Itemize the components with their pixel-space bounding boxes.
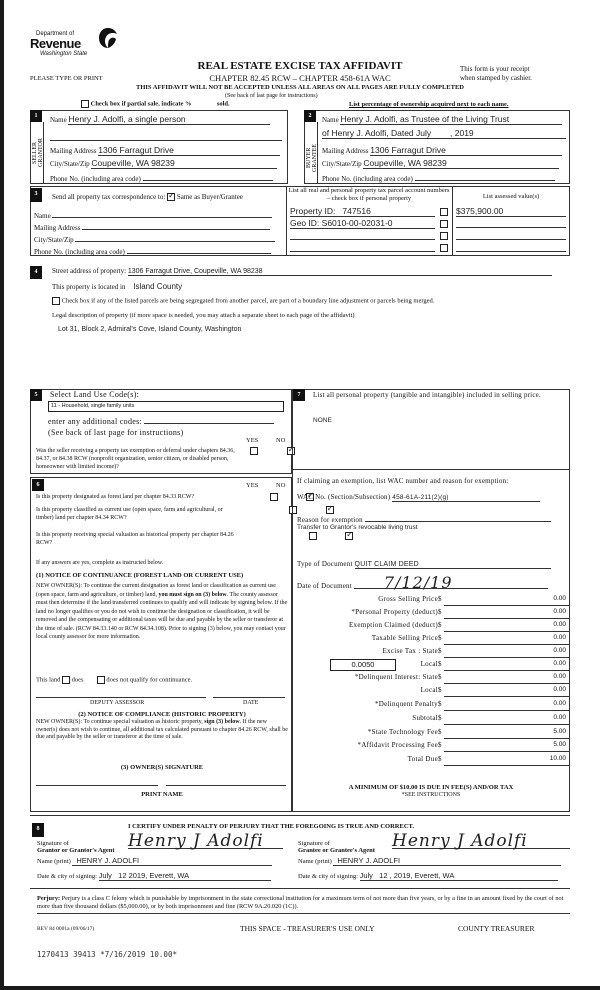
- grantee-signature[interactable]: Henry J Adolfi: [392, 831, 570, 849]
- form-subtitle: CHAPTER 82.45 RCW – CHAPTER 458-61A WAC: [209, 73, 391, 83]
- ownership-note: List percentage of ownership acquired next to each name.: [349, 101, 509, 108]
- yes-header-6: YES: [246, 482, 259, 489]
- grantor-print-name-row: Name (print) HENRY J. ADOLFI: [37, 856, 272, 866]
- assessor-date-line[interactable]: [213, 697, 285, 698]
- segregated-checkbox[interactable]: [52, 297, 60, 305]
- buyer-name-row: [322, 114, 566, 125]
- grantor-date-row: Date & city of signing: July 12 2019, Everett, WA: [37, 871, 271, 881]
- logo-line1: Department of: [36, 31, 75, 37]
- buyer-name-label: Name: [322, 116, 339, 124]
- personal-property-checkbox[interactable]: [440, 232, 448, 240]
- section-number-6: 6: [32, 479, 44, 491]
- logo-line2: Revenue: [30, 36, 81, 51]
- seller-phone-field[interactable]: [143, 173, 273, 181]
- segregated-label: Check box if any of the listed parcels are being segregated from another parcel, are part of a boundary line adjustment or parcels being merged.: [61, 297, 435, 305]
- partial-sale-sold: sold.: [216, 100, 230, 108]
- section-number-3: 3: [30, 188, 42, 202]
- assessed-value-field[interactable]: [456, 218, 566, 228]
- seller-mailing-label: Mailing Address: [50, 147, 97, 155]
- parcel-row-4: [290, 242, 450, 254]
- please-type-note: PLEASE TYPE OR PRINT: [30, 75, 103, 82]
- subtotal-value[interactable]: 0.00: [553, 714, 566, 721]
- exemption-claimed-value[interactable]: 0.00: [553, 621, 566, 628]
- does-not-qualify-checkbox[interactable]: [97, 676, 105, 684]
- delinquent-interest-local-value[interactable]: 0.00: [553, 686, 566, 693]
- county-treasurer-label: COUNTY TREASURER: [458, 924, 535, 933]
- grantee-signature-label: Signature of Grantee or Grantee's Agent: [298, 840, 375, 854]
- doc-date-row: [297, 573, 548, 592]
- grantee-print-name-field[interactable]: HENRY J. ADOLFI: [333, 856, 561, 866]
- buyer-phone-field[interactable]: [415, 173, 555, 181]
- print-name-label: PRINT NAME: [141, 791, 183, 798]
- doc-date-field[interactable]: 7/12/19: [354, 577, 548, 589]
- grantor-date-city-field[interactable]: July 12 2019, Everett, WA: [99, 871, 271, 881]
- if-yes-note: If any answers are yes, complete as instructed below.: [36, 560, 164, 566]
- exemption-claim-label: If claiming an exemption, list WAC number and reason for exemption:: [297, 477, 509, 485]
- assessor-date-label: DATE: [243, 700, 259, 706]
- receipt-note-2: when stamped by cashier.: [460, 74, 532, 82]
- seller-name-field-2[interactable]: [50, 140, 282, 141]
- notice-continuance-text: NEW OWNER(S): To continue the current designation as forest land or classification as current use (open space, farm and agriculture, or timber) land, you must sign on (3) below. The county assessor must then determine if the land transferred continues to qualify and will indicate by signing below. If the land no longer qualifies or you do not wish to continue the designation or classification, it will be removed and the compensating or additional taxes will be due and payable by the seller or transferor at the time of sale. (RCW 84.33.140 or RCW 84.34.108). Prior to signing (3) below, you may contact your local county assessor for more information.: [36, 583, 288, 640]
- section-6-designation: [30, 477, 292, 812]
- seller-mailing-field[interactable]: 1306 Farragut Drive: [98, 145, 280, 156]
- seller-name-field[interactable]: Henry J. Adolfi, a single person: [68, 114, 270, 125]
- section-number-4: 4: [30, 266, 42, 279]
- buyer-phone-label: Phone No. (including area code): [322, 175, 413, 183]
- corr-name-row: Name: [34, 210, 280, 220]
- personal-property-label: List all personal property (tangible and intangible) included in selling price.: [313, 391, 541, 399]
- personal-property-checkbox[interactable]: [440, 220, 448, 228]
- owner-signature-title: (3) OWNER(S) SIGNATURE: [120, 764, 204, 771]
- forest-land-yes-checkbox[interactable]: [270, 493, 278, 501]
- forest-land-question: Is this property designated as forest land per chapter 84.33 RCW?: [36, 494, 195, 500]
- corr-name-field[interactable]: [52, 210, 272, 218]
- segregated-row: [52, 297, 434, 305]
- excise-tax-local-value[interactable]: 0.00: [553, 660, 566, 667]
- receipt-note-1: This form is your receipt: [460, 65, 530, 73]
- excise-tax-state-value[interactable]: 0.00: [553, 647, 566, 654]
- continuance-qualify-row: This land does does not qualify for continuance.: [36, 676, 193, 684]
- owner-print-name-line[interactable]: [166, 785, 286, 786]
- wac-row: [297, 493, 540, 502]
- assessed-value-field[interactable]: [456, 230, 566, 240]
- parcel-row-2: [290, 218, 450, 230]
- buyer-city-field[interactable]: Coupeville, WA 98239: [363, 158, 559, 169]
- deputy-assessor-label: DEPUTY ASSESSOR: [90, 700, 145, 706]
- treasurer-use-label: THIS SPACE - TREASURER'S USE ONLY: [240, 924, 375, 933]
- amount-row-exemption-claimed: Exemption Claimed (deduct) $ 0.00: [300, 621, 570, 633]
- section-number-7: 7: [293, 389, 305, 401]
- completeness-warning: THIS AFFIDAVIT WILL NOT BE ACCEPTED UNLESS ALL AREAS ON ALL PAGES ARE FULLY COMPLETED: [136, 84, 464, 91]
- amount-row-total-due: Total Due $ 10.00: [300, 755, 570, 767]
- partial-sale-row: [81, 100, 230, 108]
- seller-phone-row: [50, 173, 282, 183]
- section-number-1: 1: [30, 110, 42, 122]
- parcel-account-field[interactable]: [290, 230, 435, 240]
- corr-city-field[interactable]: [75, 234, 275, 242]
- amount-row-subtotal: Subtotal $ 0.00: [300, 714, 570, 726]
- amount-row-taxable-selling-price: Taxable Selling Price $ 0.00: [300, 634, 570, 646]
- seller-city-label: City/State/Zip: [50, 160, 90, 168]
- seller-name-row: [50, 114, 282, 125]
- partial-sale-label: Check box if partial sale, indicate %: [90, 100, 192, 108]
- section-7-divider: [292, 469, 570, 470]
- amount-row-affidavit-processing-fee: *Affidavit Processing Fee $ 5.00: [300, 741, 570, 753]
- delinquent-interest-state-value[interactable]: 0.00: [553, 673, 566, 680]
- amount-row-delinquent-interest-local: Local $ 0.00: [300, 686, 570, 698]
- located-in-label: This property is located in: [52, 283, 126, 291]
- grantor-print-name-field[interactable]: HENRY J. ADOLFI: [72, 856, 272, 866]
- buyer-name-field-2[interactable]: of Henry J. Adolfi, Dated July , 2019: [322, 128, 566, 139]
- reason-field[interactable]: [365, 514, 551, 522]
- wac-label: WAC No. (Section/Subsection): [297, 493, 391, 501]
- parcel-row-3: [290, 230, 450, 242]
- county-value[interactable]: Island County: [133, 282, 183, 291]
- historical-question: Is this property receiving special valuation as historical property per chapter 84.26 RCW?: [36, 532, 234, 546]
- amount-row-excise-local: Local $ 0.00: [300, 660, 570, 672]
- taxable-selling-price-value[interactable]: 0.00: [553, 634, 566, 641]
- state-technology-fee-value[interactable]: 5.00: [553, 728, 566, 735]
- grantee-date-row: Date & city of signing: July 12 , 2019, Everett, WA: [298, 871, 558, 881]
- dor-swirl-logo-icon: [98, 27, 118, 49]
- parcels-header: List all real and personal property tax parcel account numbers – check box if personal property: [288, 187, 450, 202]
- parcel-account-field[interactable]: Geo ID: S6010-00-02031-0: [290, 218, 435, 229]
- same-as-buyer-label: Same as Buyer/Grantee: [176, 193, 243, 201]
- corr-mailing-row: Mailing Address: [34, 222, 280, 232]
- cashier-stamp: 1270413 39413 *7/16/2019 10.00*: [37, 950, 177, 959]
- seller-mailing-row: [50, 145, 282, 156]
- form-revision-id: REV 84 0001a (09/06/17): [37, 926, 95, 932]
- amount-row-personal-property: *Personal Property (deduct) $ 0.00: [300, 608, 570, 620]
- gross-selling-price-value[interactable]: 0.00: [553, 595, 566, 602]
- land-use-select[interactable]: 11 - Household, single family units: [48, 401, 284, 412]
- parcel-row-1: [290, 206, 450, 218]
- minimum-due-note: A MINIMUM OF $10.00 IS DUE IN FEE(S) AND/OR TAX: [348, 784, 514, 791]
- corr-phone-row: Phone No. (including area code): [34, 246, 280, 256]
- buyer-name-row-2: [322, 128, 566, 139]
- seller-city-field[interactable]: Coupeville, WA 98239: [91, 158, 277, 169]
- parcel-account-field[interactable]: [290, 242, 435, 252]
- personal-property-deduct-value[interactable]: 0.00: [553, 608, 566, 615]
- seller-side-label: SELLER GRANTOR: [32, 138, 44, 168]
- reason-label: Reason for exemption: [297, 516, 363, 524]
- notice-compliance-text: NEW OWNER(S): To continue special valuation as historic property, sign (3) below. If the new owner(s) does not wish to continue, all additional tax calculated pursuant to chapter 84.26 RCW, shall be due and payable by the seller or transferor at the time of sale.: [36, 719, 288, 740]
- wac-field[interactable]: 458-61A-211(2)(g): [392, 494, 540, 502]
- doc-date-label: Date of Document: [297, 582, 352, 590]
- does-qualify-checkbox[interactable]: [62, 676, 70, 684]
- certify-statement: I CERTIFY UNDER PENALTY OF PERJURY THAT THE FOREGOING IS TRUE AND CORRECT.: [128, 823, 415, 830]
- grantor-signature[interactable]: Henry J Adolfi: [128, 831, 283, 849]
- doc-type-row: [297, 560, 551, 569]
- buyer-mailing-field[interactable]: 1306 Farragut Drive: [370, 145, 562, 156]
- additional-codes-row: [48, 415, 274, 426]
- exemption-yes-checkbox[interactable]: [250, 447, 258, 455]
- amount-row-state-technology-fee: *State Technology Fee $ 5.00: [300, 728, 570, 740]
- section-number-5: 5: [30, 389, 42, 401]
- form-title: REAL ESTATE EXCISE TAX AFFIDAVIT: [197, 60, 403, 72]
- scan-edge-bottom: [0, 986, 600, 990]
- amount-row-delinquent-penalty: *Delinquent Penalty $ 0.00: [300, 700, 570, 712]
- grantee-date-city-field[interactable]: July 12 , 2019, Everett, WA: [360, 871, 558, 881]
- seller-phone-label: Phone No. (including area code): [50, 175, 141, 183]
- buyer-city-label: City/State/Zip: [322, 160, 362, 168]
- notice-compliance-title: (2) NOTICE OF COMPLIANCE (HISTORIC PROPERTY): [78, 711, 246, 718]
- section-number-2: 2: [304, 110, 316, 122]
- local-rate-box[interactable]: 0.0050: [330, 659, 396, 671]
- grantee-print-name-row: Name (print) HENRY J. ADOLFI: [298, 856, 561, 866]
- corr-phone-field[interactable]: [127, 246, 271, 254]
- personal-property-checkbox[interactable]: [440, 208, 448, 216]
- see-back-5: (See back of last page for instructions): [48, 428, 184, 437]
- additional-codes-field[interactable]: [144, 415, 274, 424]
- additional-codes-label: enter any additional codes:: [48, 417, 143, 426]
- exemption-question: Was the seller receiving a property tax exemption or deferral under chapters 84.36, 84.37, or 84.38 RCW (nonprofit organization, senior citizen, or disabled person, homeowner with limited income)?: [36, 448, 235, 470]
- buyer-city-row: [322, 158, 566, 169]
- same-as-buyer-checkbox[interactable]: [167, 193, 175, 201]
- perjury-notice: Perjury: Perjury is a class C felony which is punishable by imprisonment in the state correctional institution for a maximum term of not more than five years, or by a fine in an amount fixed by the court of not more than five thousand dollars ($5,000.00), or by both imprisonment and fine (RCW 9A.20.020 (1C)).: [37, 895, 570, 914]
- corr-mailing-field[interactable]: [82, 222, 270, 230]
- buyer-side-label: BUYER GRANTEE: [306, 144, 318, 172]
- grantor-signature-label: Signature of Grantor or Grantor's Agent: [37, 840, 115, 854]
- located-in-row: [52, 282, 182, 291]
- personal-property-value[interactable]: NONE: [313, 417, 332, 424]
- partial-sale-checkbox[interactable]: [81, 100, 89, 108]
- logo-line3: Washington State: [40, 51, 88, 57]
- deputy-assessor-signature-line[interactable]: [36, 697, 206, 698]
- owner-signature-line[interactable]: [36, 785, 158, 786]
- buyer-mailing-row: [322, 145, 566, 156]
- corr-city-row: City/State/Zip: [34, 234, 280, 244]
- street-address-label: Street address of property:: [52, 267, 127, 275]
- seller-city-row: [50, 158, 282, 169]
- reason-row: [297, 514, 551, 524]
- section-number-8: 8: [32, 823, 44, 837]
- reason-value[interactable]: Transfer to Grantor's revocable living trust: [297, 524, 418, 531]
- legal-description-value[interactable]: Lot 31, Block 2, Admiral's Cove, Island County, Washington: [58, 326, 242, 333]
- scan-edge-left: [0, 0, 4, 990]
- assessed-value-field[interactable]: $375,900.00: [456, 206, 566, 217]
- street-address-field[interactable]: 1306 Farragut Drive, Coupeville, WA 98238: [128, 268, 552, 276]
- dor-logo: [30, 31, 130, 67]
- total-due-value[interactable]: 10.00: [549, 755, 566, 762]
- buyer-phone-row: [322, 173, 566, 183]
- doc-type-label: Type of Document: [297, 560, 353, 568]
- yes-header-5: YES: [246, 437, 259, 444]
- assessed-value-field[interactable]: [456, 242, 566, 252]
- send-correspondence-row: [52, 193, 243, 201]
- notice-continuance-title: (1) NOTICE OF CONTINUANCE (FOREST LAND OR CURRENT USE): [36, 572, 244, 579]
- see-instructions-note: *SEE INSTRUCTIONS: [401, 792, 461, 798]
- legal-description-label: Legal description of property (if more space is needed, you may attach a separate sheet to each page of the affidavit): [52, 312, 355, 319]
- parcel-account-field[interactable]: Property ID: 747516: [290, 206, 435, 217]
- street-address-row: [52, 267, 570, 276]
- amount-row-delinquent-interest-state: *Delinquent Interest: State $ 0.00: [300, 673, 570, 685]
- no-header-6: NO: [276, 482, 286, 489]
- amount-row-gross-selling-price: Gross Selling Price $ 0.00: [300, 595, 570, 607]
- personal-property-checkbox[interactable]: [440, 244, 448, 252]
- see-back-note: (See back of last page for instructions): [225, 93, 318, 99]
- current-use-question: Is this property classified as current use (open space, farm and agricultural, or timber) land per chapter 84.34 RCW?: [36, 507, 223, 521]
- no-header-5: NO: [276, 437, 286, 444]
- doc-type-field[interactable]: QUIT CLAIM DEED: [355, 561, 551, 569]
- delinquent-penalty-value[interactable]: 0.00: [553, 700, 566, 707]
- land-use-label: Select Land Use Code(s):: [50, 390, 140, 399]
- affidavit-processing-fee-value[interactable]: 5.00: [553, 741, 566, 748]
- send-correspondence-label: Send all property tax correspondence to:: [52, 193, 166, 201]
- seller-name-label: Name: [50, 116, 67, 124]
- assessed-header: List assessed value(s): [482, 193, 540, 200]
- buyer-mailing-label: Mailing Address: [322, 147, 369, 155]
- buyer-name-field[interactable]: Henry J. Adolfi, as Trustee of the Living Trust: [340, 114, 562, 125]
- amount-row-excise-state: Excise Tax : State $ 0.00: [300, 647, 570, 659]
